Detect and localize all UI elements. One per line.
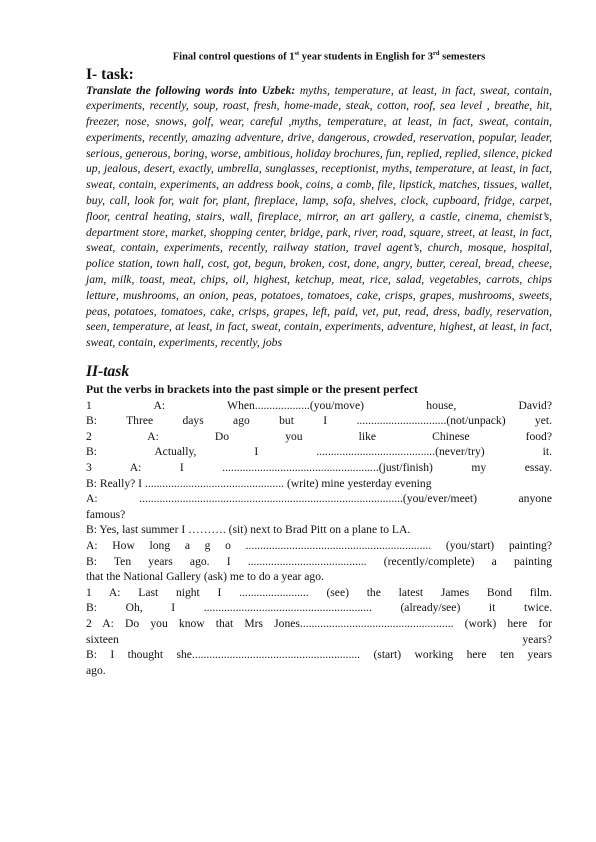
header-sup-2: rd bbox=[432, 50, 440, 57]
exercise-line: famous? bbox=[86, 507, 126, 521]
task-1-instruction: Translate the following words into Uzbek: bbox=[86, 83, 296, 97]
exercise-line: 2 A: Do you like Chinese food? bbox=[86, 429, 552, 443]
header-text-2: year students in English for 3 bbox=[299, 51, 433, 63]
task-2-instruction: Put the verbs in brackets into the past simple or the present perfect bbox=[86, 383, 418, 397]
exercise-line: that the National Gallery (ask) me to do a year ago. bbox=[86, 570, 324, 584]
exercise-line: B: Actually, I .........................................(never/try) it. bbox=[86, 445, 552, 459]
exercise-line: 3 A: I ......................................................(just/finish) my essay. bbox=[86, 461, 552, 475]
exercise-line: 2 A: Do you know that Mrs Jones..................................................... (work) here for bbox=[86, 616, 552, 630]
task-1-word-list: myths, temperature, at least, in fact, sweat, contain, experiments, recently, soup, roast, fresh, home-made, steak, cotton, roof, sea level , breathe, hit, freezer, nose, snows, golf, wear, careful ,myths, temperature, at least, in fact, sweat, contain, experiments, recently, amazing adventure, drive, dangerous, crowded, reservation, popular, leader, serious, generous, boring, worse, ambitious, holiday brochures, fun, replied, replied, silence, picked up, jealous, desert, exactly, umbrella, sunglasses, receptionist, myths, temperature, at least, in fact, sweat, contain, experiments, an address book, coins, a comb, file, lipstick, matches, tissues, wallet, buy, call, look for, wait for, plant, fireplace, lamp, sofa, shelves, clock, cupboard, fridge, carpet, floor, central heating, stairs, wall, fireplace, mirror, an art gallery, a castle, cinema, chemist’s, department store, market, shopping center, bridge, park, river, road, square, street, at least, in fact, sweat, contain, experiments, recently, railway station, travel agent’s, church, mosque, hospital, police station, town hall, cost, got, begun, broken, cost, done, angry, butter, cereal, bread, cheese, jam, milk, toast, meat, chips, oil, highest, ketchup, meat, rice, salad, vegetables, carrots, chips letture, mushrooms, an onion, peas, potatoes, tomatoes, cake, crisps, grapes, mushrooms, sweets, peas, potatoes, tomatoes, cake, crisps, grapes, left, paid, vet, put, read, dress, badly, reservation, seen, temperature, at least, in fact, sweat, contain, experiments, adventure, highest, at least, in fact, sweat, contain, experiments, recently, jobs bbox=[86, 83, 552, 350]
exercise-line: B: Yes, last summer I ………. (sit) next to Brad Pitt on a plane to LA. bbox=[86, 523, 411, 537]
task-2-title: II-task bbox=[86, 363, 130, 381]
task-1-section bbox=[86, 66, 552, 352]
task-1-paragraph bbox=[86, 83, 552, 352]
exercise-line: B: Really? I ................................................ (write) mine yesterday evening bbox=[86, 476, 432, 490]
exercise-line: B: Three days ago but I ...............................(not/unpack) yet. bbox=[86, 414, 552, 428]
exercise-line: ago. bbox=[86, 663, 106, 677]
header-sup-1: st bbox=[294, 50, 300, 57]
task-2-section bbox=[86, 363, 552, 678]
exercise-line: 1 A: When...................(you/move) house, David? bbox=[86, 398, 552, 412]
exercise-line: sixteen years? bbox=[86, 632, 552, 646]
exercise-line: B: I thought she.......................................................... (start) working here ten years bbox=[86, 648, 552, 662]
document-header bbox=[106, 50, 552, 63]
task-1-title: I- task: bbox=[86, 65, 134, 83]
header-text-1: Final control questions of 1 bbox=[172, 51, 295, 63]
exercise-line: 1 A: Last night I ........................ (see) the latest James Bond film. bbox=[86, 585, 552, 599]
document-page bbox=[86, 50, 552, 678]
exercise-line: A: How long a g o ................................................................ (you/start) painting? bbox=[86, 538, 552, 552]
exercise-line: B: Ten years ago. I ......................................... (recently/complete) a painting bbox=[86, 554, 552, 568]
header-text-3: semesters bbox=[439, 51, 486, 63]
exercise-line: B: Oh, I .......................................................... (already/see) it twice. bbox=[86, 601, 552, 615]
exercise-line: A: ...........................................................................................(you/ever/meet) anyone bbox=[86, 492, 552, 506]
